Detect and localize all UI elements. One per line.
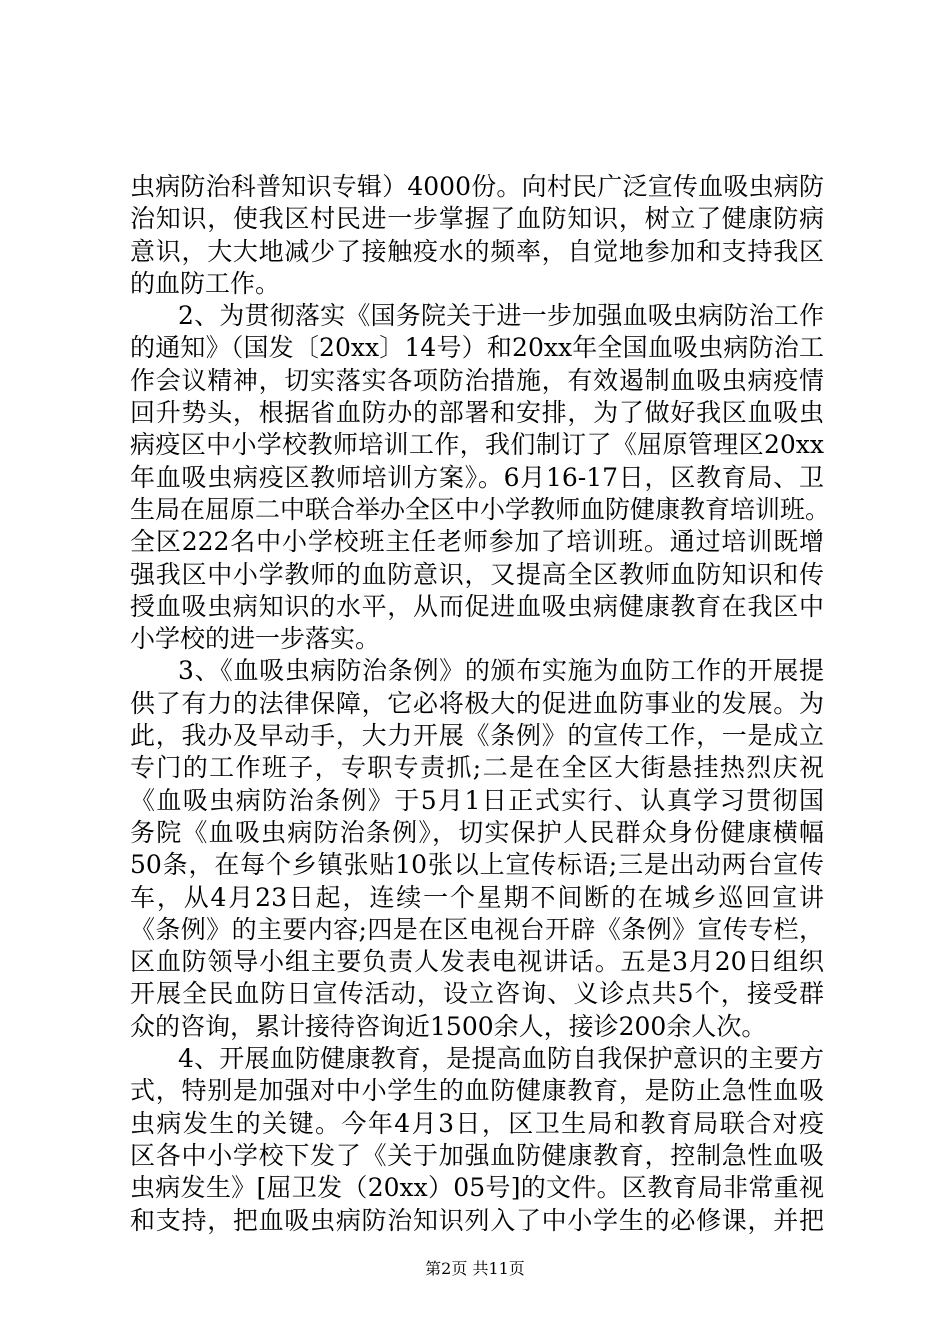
text-line: 车，从4月23日起，连续一个星期不间断的在城乡巡回宣讲	[130, 882, 824, 912]
text-line: 虫病发生的关键。今年4月3日，区卫生局和教育局联合对疫	[130, 1108, 824, 1138]
text-line: 区血防领导小组主要负责人发表电视讲话。五是3月20日组织	[130, 947, 824, 977]
text-line: 作会议精神，切实落实各项防治措施，有效遏制血吸虫病疫情	[130, 365, 824, 395]
text-line: 虫病防治科普知识专辑）4000份。向村民广泛宣传血吸虫病防	[130, 172, 824, 201]
text-line: 授血吸虫病知识的水平，从而促进血吸虫病健康教育在我区中	[130, 591, 824, 621]
text-line: 虫病发生》[屈卫发（20xx）05号]的文件。区教育局非常重视	[130, 1173, 824, 1203]
text-line: 供了有力的法律保障，它必将极大的促进血防事业的发展。为	[130, 688, 824, 718]
text-line: 务院《血吸虫病防治条例》，切实保护人民群众身份健康横幅	[130, 817, 824, 847]
text-line: 《条例》的主要内容;四是在区电视台开辟《条例》宣传专栏，	[130, 914, 824, 944]
text-line: 全区222名中小学校班主任老师参加了培训班。通过培训既增	[130, 527, 824, 557]
paragraph-start-line: 2、为贯彻落实《国务院关于进一步加强血吸虫病防治工作	[178, 301, 824, 331]
text-line: 强我区中小学教师的血防意识，又提高全区教师血防知识和传	[130, 559, 824, 589]
text-line: 此，我办及早动手，大力开展《条例》的宣传工作，一是成立	[130, 721, 824, 751]
text-line: 式，特别是加强对中小学生的血防健康教育，是防止急性血吸	[130, 1076, 824, 1106]
text-line: 50条，在每个乡镇张贴10张以上宣传标语;三是出动两台宣传	[130, 850, 824, 880]
text-line: 治知识，使我区村民进一步掌握了血防知识，树立了健康防病	[130, 204, 824, 234]
text-line: 回升势头，根据省血防办的部署和安排，为了做好我区血吸虫	[130, 398, 824, 428]
text-line: 的血防工作。	[130, 268, 281, 298]
text-line: 小学校的进一步落实。	[130, 624, 381, 654]
text-line: 年血吸虫病疫区教师培训方案》。6月16-17日，区教育局、卫	[130, 462, 824, 492]
text-line: 病疫区中小学校教师培训工作，我们制订了《屈原管理区20xx	[130, 430, 824, 460]
text-line: 生局在屈原二中联合举办全区中小学教师血防健康教育培训班。	[130, 494, 831, 524]
text-line: 意识，大大地减少了接触疫水的频率，自觉地参加和支持我区	[130, 236, 824, 266]
paragraph-start-line: 4、开展血防健康教育，是提高血防自我保护意识的主要方	[178, 1044, 824, 1074]
document-body	[130, 171, 831, 1237]
text-line: 开展全民血防日宣传活动，设立咨询、义诊点共5个，接受群	[130, 979, 824, 1009]
text-line: 《血吸虫病防治条例》于5月1日正式实行、认真学习贯彻国	[130, 785, 824, 815]
text-line: 和支持，把血吸虫病防治知识列入了中小学生的必修课，并把	[130, 1205, 824, 1235]
paragraph-start-line: 3、《血吸虫病防治条例》的颁布实施为血防工作的开展提	[178, 656, 824, 686]
text-line: 众的咨询，累计接待咨询近1500余人，接诊200余人次。	[130, 1011, 767, 1041]
text-line: 的通知》（国发〔20xx〕14号）和20xx年全国血吸虫病防治工	[130, 333, 824, 363]
page-number-footer: 第2页 共11页	[425, 1259, 525, 1278]
text-line: 区各中小学校下发了《关于加强血防健康教育，控制急性血吸	[130, 1140, 824, 1170]
text-line: 专门的工作班子，专职专责抓;二是在全区大街悬挂热烈庆祝	[130, 753, 824, 783]
